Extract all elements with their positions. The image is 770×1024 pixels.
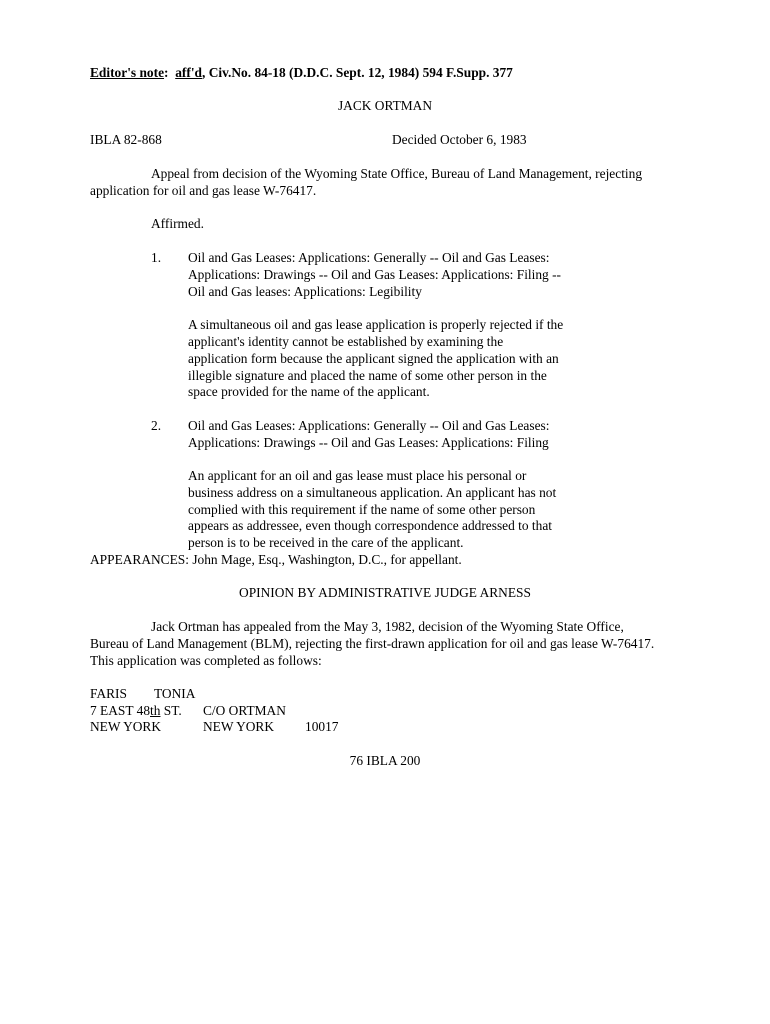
- applicant-street: [90, 702, 182, 719]
- street-suffix: ST.: [160, 703, 182, 718]
- opinion-line-1: Jack Ortman has appealed from the May 3, 1982, decision of the Wyoming State Office,: [151, 619, 624, 634]
- applicant-state: NEW YORK: [203, 719, 275, 734]
- disposition: Affirmed.: [151, 216, 204, 231]
- editors-note-label: Editor's note: [90, 65, 165, 80]
- editors-note-colon: :: [164, 65, 169, 80]
- affirmed-link: aff'd: [175, 65, 202, 80]
- opinion-line-2: Bureau of Land Management (BLM), rejecting the first-drawn application for oil and gas lease W-76417.: [90, 636, 655, 651]
- headnote-2-text-line: complied with this requirement if the name of some other person: [188, 502, 536, 517]
- applicant-care-of: C/O ORTMAN: [203, 703, 286, 718]
- headnote-2-number: 2.: [151, 418, 162, 433]
- intro-line-1: Appeal from decision of the Wyoming State Office, Bureau of Land Management, rejecting: [151, 166, 643, 181]
- editors-note: [90, 64, 513, 81]
- case-name: JACK ORTMAN: [337, 98, 433, 113]
- headnote-2-text-line: appears as addressee, even though correspondence addressed to that: [188, 518, 553, 533]
- headnote-2-text-line: An applicant for an oil and gas lease must place his personal or: [188, 468, 527, 483]
- applicant-first-name: TONIA: [154, 686, 196, 701]
- headnote-1-topic-line: Oil and Gas leases: Applications: Legibility: [188, 284, 422, 299]
- intro-line-2: application for oil and gas lease W-76417.: [90, 183, 317, 198]
- headnote-1-text-line: applicant's identity cannot be established by examining the: [188, 334, 504, 349]
- headnote-1-text-line: space provided for the name of the applicant.: [188, 384, 430, 399]
- decision-date: Decided October 6, 1983: [392, 132, 527, 147]
- docket-number: IBLA 82-868: [90, 132, 162, 147]
- applicant-last-name: FARIS: [90, 686, 127, 701]
- page-number: 76 IBLA 200: [349, 753, 421, 768]
- headnote-1-text-line: A simultaneous oil and gas lease application is properly rejected if the: [188, 317, 564, 332]
- headnote-1-topic-line: Oil and Gas Leases: Applications: Generally -- Oil and Gas Leases:: [188, 250, 550, 265]
- editors-note-citation: , Civ.No. 84-18 (D.D.C. Sept. 12, 1984) 594 F.Supp. 377: [202, 65, 513, 80]
- headnote-1-text-line: illegible signature and placed the name of some other person in the: [188, 368, 547, 383]
- street-ordinal: th: [150, 703, 161, 718]
- headnote-2-text-line: business address on a simultaneous application. An applicant has not: [188, 485, 557, 500]
- headnote-2-topic-line: Oil and Gas Leases: Applications: Generally -- Oil and Gas Leases:: [188, 418, 550, 433]
- headnote-1-topic-line: Applications: Drawings -- Oil and Gas Leases: Applications: Filing --: [188, 267, 562, 282]
- street-number: 7 EAST 48: [90, 703, 151, 718]
- headnote-1-text-line: application form because the applicant signed the application with an: [188, 351, 559, 366]
- applicant-city: NEW YORK: [90, 719, 162, 734]
- opinion-line-3: This application was completed as follows:: [90, 653, 322, 668]
- appearances: APPEARANCES: John Mage, Esq., Washington, D.C., for appellant.: [90, 552, 462, 567]
- headnote-2-text-line: person is to be received in the care of the applicant.: [188, 535, 464, 550]
- headnote-1-number: 1.: [151, 250, 162, 265]
- headnote-2-topic-line: Applications: Drawings -- Oil and Gas Leases: Applications: Filing: [188, 435, 549, 450]
- opinion-heading: OPINION BY ADMINISTRATIVE JUDGE ARNESS: [239, 585, 531, 600]
- applicant-zip: 10017: [305, 719, 339, 734]
